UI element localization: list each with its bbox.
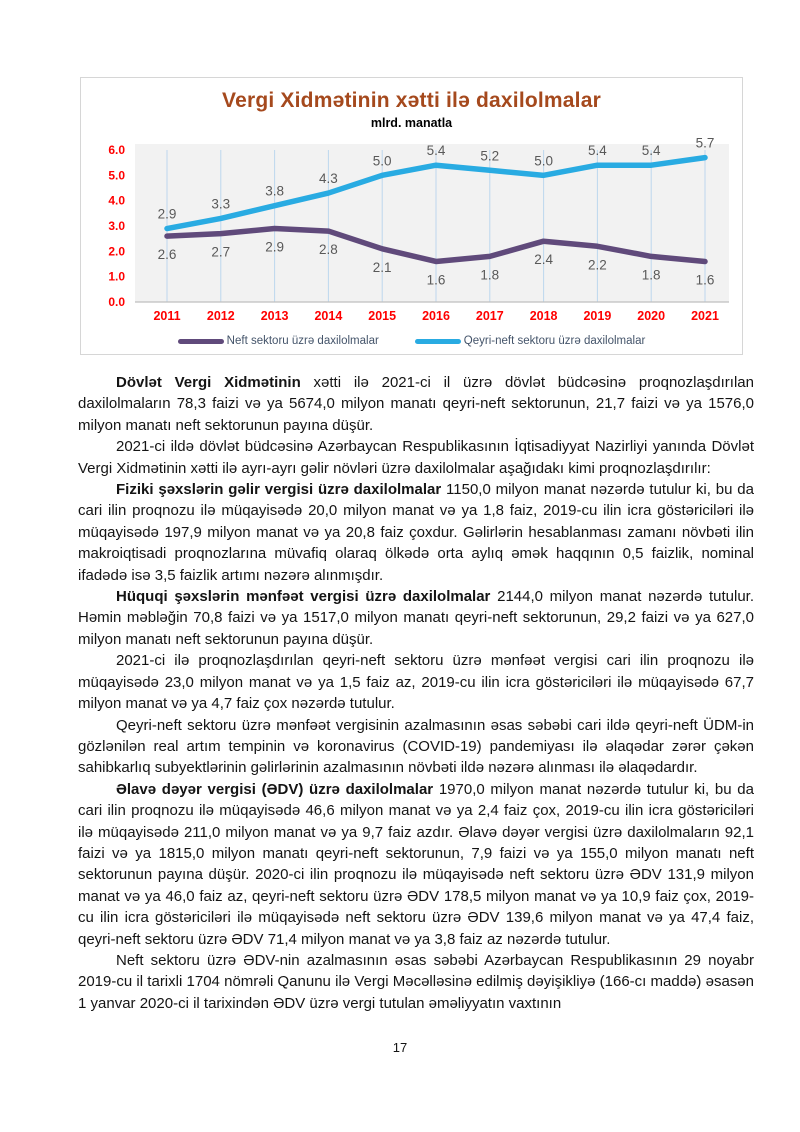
legend-label-nonoil: Qeyri-neft sektoru üzrə daxilolmalar: [463, 335, 646, 347]
svg-text:0.0: 0.0: [108, 295, 125, 309]
svg-text:1.6: 1.6: [695, 272, 715, 288]
oil-line-swatch: [178, 339, 224, 344]
paragraph: 2021-ci ildə dövlət büdcəsinə Azərbaycan Respublikasının İqtisadiyyat Nazirliyi yanında Dövlət Vergi Xidmətinin xətti ilə ayrı-ayrı gəlir növləri üzrə daxilolmalar aşağıdakı kimi proqnozlaşdırılır:: [78, 438, 754, 477]
svg-text:2.6: 2.6: [157, 247, 177, 263]
svg-text:2020: 2020: [637, 309, 666, 323]
svg-text:5.7: 5.7: [695, 135, 715, 151]
svg-text:4.0: 4.0: [108, 193, 125, 208]
svg-text:5.4: 5.4: [426, 143, 446, 159]
legend-item-oil: [178, 335, 379, 347]
legend-item-nonoil: [415, 335, 646, 347]
svg-text:2.4: 2.4: [534, 252, 553, 268]
paragraph: Neft sektoru üzrə ƏDV-nin azalmasının əsas səbəbi Azərbaycan Respublikasının 29 noyabr 2019-cu il tarixli 1704 nömrəli Qanunu ilə Vergi Məcəlləsinə edilmiş dəyişikliyə (166-cı maddə) əsasən 1 yanvar 2020-ci il tarixindən ƏDV üzrə vergi tutulan əməliyyatın vaxtının: [78, 951, 754, 1012]
chart-title: Vergi Xidmətinin xətti ilə daxilolmalar: [222, 89, 601, 112]
svg-text:2016: 2016: [422, 309, 450, 323]
chart-subtitle: mlrd. manatla: [370, 116, 453, 130]
svg-text:2.9: 2.9: [265, 239, 284, 255]
svg-text:2017: 2017: [475, 309, 504, 323]
chart-container: [80, 77, 743, 355]
svg-text:5.4: 5.4: [588, 143, 607, 159]
svg-text:2015: 2015: [368, 309, 397, 323]
page-number: 17: [392, 1040, 408, 1055]
paragraph: Əlavə dəyər vergisi (ƏDV) üzrə daxilolmalar 1970,0 milyon manat nəzərdə tutulur ki, bu da cari ilin proqnozu ilə müqayisədə 46,6 milyon manat və ya 2,4 faiz çox, 2019-cu ilin icra göstəriciləri ilə müqayisədə 211,0 milyon manat və ya 9,7 faiz azdır. Əlavə dəyər vergisi üzrə daxilolmaların 92,1 faizi və ya 1815,0 milyon manatı qeyri-neft sektorunun, 7,9 faizi və ya 155,0 milyon manatı neft sektorunun payına düşür. 2020-ci ilin proqnozu ilə müqayisədə neft sektoru üzrə ƏDV 131,9 milyon manat və ya 46,0 faiz az, qeyri-neft sektoru üzrə ƏDV 178,5 milyon manat və ya 10,9 faiz çox, 2019-cu ilin icra göstəriciləri ilə müqayisədə neft sektoru üzrə ƏDV 139,6 milyon manat və ya 47,4 faiz, qeyri-neft sektoru üzrə ƏDV 71,4 milyon manat və ya 3,8 faiz az nəzərdə tutulur.: [78, 780, 754, 948]
svg-text:3.0: 3.0: [108, 219, 125, 233]
svg-text:5.0: 5.0: [108, 168, 125, 183]
svg-text:2011: 2011: [153, 309, 181, 323]
paragraph-lead: Fiziki şəxslərin gəlir vergisi üzrə daxilolmalar: [116, 481, 442, 499]
paragraph: Hüquqi şəxslərin mənfəət vergisi üzrə daxilolmalar 2144,0 milyon manat nəzərdə tutulur. Həmin məbləğin 70,8 faizi və ya 1517,0 milyon manatı qeyri-neft sektorunun, 29,2 faizi və ya 627,0 milyon manatı neft sektorunun payına düşür.: [78, 588, 755, 648]
paragraph: Qeyri-neft sektoru üzrə mənfəət vergisinin azalmasının əsas səbəbi cari ildə qeyri-neft ÜDM-in gözlənilən real artım tempinin və koronavirus (COVID-19) pandemiyası ilə əlaqədar zərər çəkən sahibkarlıq subyektlərinin gəlirlərinin azalmasının növbəti ildə nəzərə alınması ilə əlaqədardır.: [78, 716, 754, 777]
svg-text:2012: 2012: [206, 309, 235, 323]
svg-text:5.2: 5.2: [480, 148, 500, 164]
svg-text:1.0: 1.0: [108, 269, 125, 284]
svg-text:5.0: 5.0: [372, 153, 392, 169]
chart-plot-area: [81, 132, 742, 335]
svg-text:2018: 2018: [529, 309, 558, 323]
svg-text:3.8: 3.8: [265, 183, 284, 199]
svg-text:4.3: 4.3: [319, 171, 338, 187]
svg-text:2019: 2019: [583, 309, 612, 323]
svg-text:5.4: 5.4: [641, 143, 661, 159]
paragraph: Fiziki şəxslərin gəlir vergisi üzrə daxilolmalar 1150,0 milyon manat nəzərdə tutulur ki, bu da cari ilin proqnozu ilə müqayisədə 20,0 milyon manat və ya 1,8 faiz, 2019-cu ilin icra göstəriciləri ilə müqayisədə 197,9 milyon manat və ya 20,8 faiz çoxdur. Gəlirlərin hesablanması zamanı növbəti ilin makroiqtisadi proqnozlarına müvafiq olaraq ölkədə orta aylıq əmək haqqının 0,5 faizlik, nominal ifadədə isə 3,5 faizlik artımı nəzərə alınmışdır.: [78, 481, 754, 584]
chart-legend: [81, 335, 742, 347]
svg-text:2.8: 2.8: [319, 242, 338, 258]
paragraph: 2021-ci ilə proqnozlaşdırılan qeyri-neft sektoru üzrə mənfəət vergisi cari ilin proqnozu ilə müqayisədə 23,0 milyon manat və ya 1,5 faiz az, 2019-cu ilin icra göstəriciləri ilə müqayisədə 67,7 milyon manat və ya 4,7 faiz çox nəzərdə tutulur.: [78, 652, 754, 713]
svg-text:2.0: 2.0: [108, 244, 125, 259]
svg-text:1.8: 1.8: [641, 267, 661, 283]
svg-text:2.1: 2.1: [372, 259, 392, 275]
svg-text:2.7: 2.7: [211, 244, 231, 260]
paragraph: Dövlət Vergi Xidmətinin xətti ilə 2021-ci il üzrə dövlət büdcəsinə proqnozlaşdırılan daxilolmaların 78,3 faizi və ya 5674,0 milyon manatı qeyri-neft sektorunun, 21,7 faizi və ya 1576,0 milyon manatı neft sektorunun payına düşür.: [78, 374, 754, 434]
body-paragraphs: [78, 372, 754, 1014]
svg-text:1.8: 1.8: [480, 267, 500, 283]
svg-text:2013: 2013: [260, 309, 289, 323]
svg-text:2.9: 2.9: [157, 206, 177, 222]
svg-text:2.2: 2.2: [588, 257, 607, 273]
svg-text:2021: 2021: [691, 309, 719, 323]
chart-svg: [87, 132, 737, 330]
nonoil-line-swatch: [415, 339, 461, 344]
paragraph-lead: Dövlət Vergi Xidmətinin: [116, 374, 301, 391]
svg-text:3.3: 3.3: [211, 196, 231, 212]
svg-text:2014: 2014: [314, 309, 343, 323]
paragraph-lead: Hüquqi şəxslərin mənfəət vergisi üzrə daxilolmalar: [116, 588, 491, 606]
svg-text:5.0: 5.0: [534, 153, 553, 169]
svg-text:6.0: 6.0: [108, 143, 125, 157]
paragraph-lead: Əlavə dəyər vergisi (ƏDV) üzrə daxilolmalar: [116, 780, 434, 798]
legend-label-oil: Neft sektoru üzrə daxilolmalar: [226, 335, 379, 347]
svg-text:1.6: 1.6: [426, 272, 446, 288]
